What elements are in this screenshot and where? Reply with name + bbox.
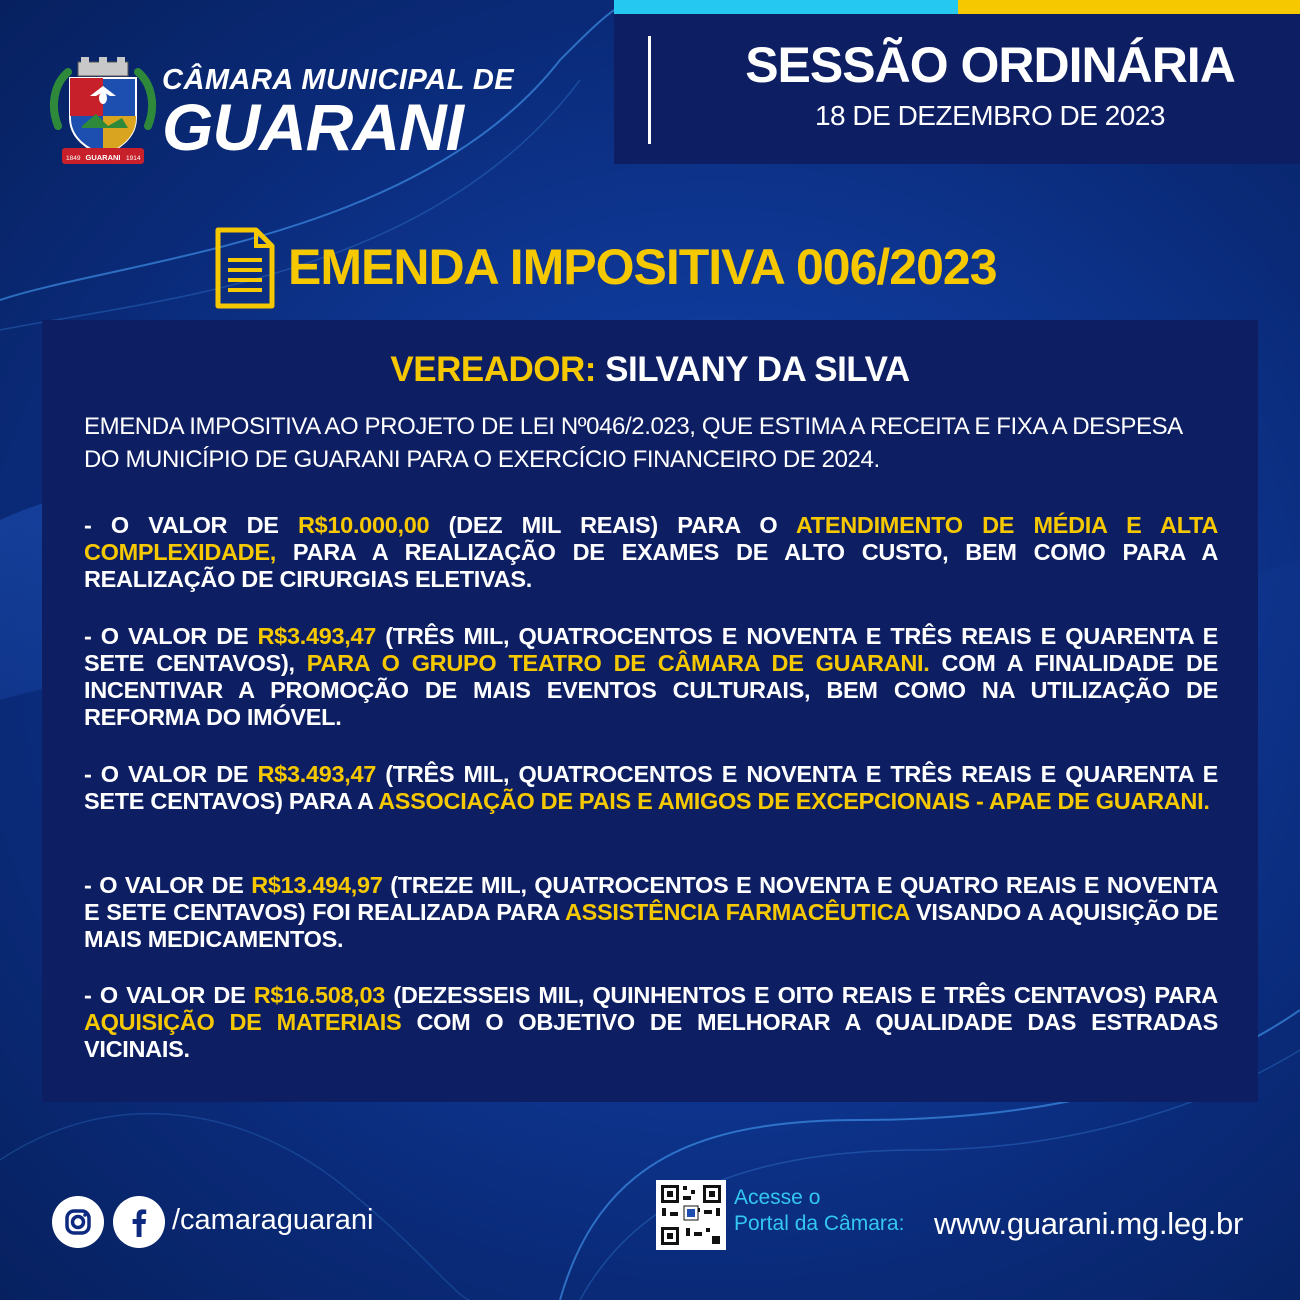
portal-label-line2: Portal da Câmara: [734,1212,905,1235]
social-handle-link[interactable]: /camaraguarani [172,1204,374,1236]
item-target: AQUISIÇÃO DE MATERIAIS [84,1009,402,1035]
amendment-item [84,761,1218,815]
document-icon [214,226,276,310]
session-date: 18 DE DEZEMBRO DE 2023 [814,100,1166,131]
item-text: PARA A REALIZAÇÃO DE EXAMES DE ALTO CUSTO, BEM COMO PARA A REALIZAÇÃO DE CIRURGIAS ELETIVAS. [84,539,1218,592]
amendment-item [84,512,1218,593]
qr-code[interactable] [656,1180,726,1250]
item-text: (TRÊS MIL, QUATROCENTOS E NOVENTA E TRÊS REAIS E QUARENTA E SETE CENTAVOS), [84,623,1218,676]
intro-paragraph: EMENDA IMPOSITIVA AO PROJETO DE LEI Nº046/2.023, QUE ESTIMA A RECEITA E FIXA A DESPESA DO MUNICÍPIO DE GUARANI PARA O EXERCÍCIO FINANCEIRO DE 2024. [84,413,1182,473]
brand-line1: CÂMARA MUNICIPAL DE [162,64,515,96]
municipal-seal-logo [48,56,158,168]
amendment-item [84,872,1218,953]
vereador-line [42,350,1258,390]
item-amount: R$3.493,47 [257,623,377,649]
item-amount: R$3.493,47 [257,761,377,787]
item-text: - O VALOR DE [84,872,252,898]
seal-city-text: GUARANI [85,153,121,162]
brand-title [162,64,515,164]
facebook-icon[interactable] [113,1196,165,1248]
instagram-glyph [52,1196,104,1248]
item-text: (TRÊS MIL, QUATROCENTOS E NOVENTA E TRÊS REAIS E QUARENTA E SETE CENTAVOS) PARA A [84,761,1218,814]
session-title: SESSÃO ORDINÁRIA [745,37,1235,93]
item-amount: R$13.494,97 [251,872,383,898]
item-text: (TREZE MIL, QUATROCENTOS E NOVENTA E QUATRO REAIS E NOVENTA E SETE CENTAVOS) FOI REALIZADA PARA [84,872,1218,925]
item-text: VISANDO A AQUISIÇÃO DE MAIS MEDICAMENTOS. [84,899,1218,952]
facebook-glyph [113,1196,165,1248]
portal-label-line1: Acesse o [734,1186,821,1209]
session-divider [648,36,651,144]
item-target: ATENDIMENTO DE MÉDIA E ALTA COMPLEXIDADE, [84,512,1218,565]
item-text: (DEZ MIL REAIS) PARA O [429,512,796,538]
amendment-item [84,623,1218,731]
vereador-label: VEREADOR: [390,350,596,389]
headline-title: EMENDA IMPOSITIVA 006/2023 [288,239,997,295]
item-amount: R$10.000,00 [297,512,430,538]
top-stripe-yellow [958,0,1300,14]
amendment-item [84,982,1218,1063]
item-text: - O VALOR DE [84,512,298,538]
item-target: ASSISTÊNCIA FARMACÊUTICA [565,899,910,925]
seal-year-left: 1849 [66,155,81,162]
item-target: ASSOCIAÇÃO DE PAIS E AMIGOS DE EXCEPCIONAIS - APAE DE GUARANI. [378,788,1210,814]
portal-url-link[interactable]: www.guarani.mg.leg.br [934,1206,1244,1241]
item-text: - O VALOR DE [84,623,258,649]
item-amount: R$16.508,03 [253,982,386,1008]
seal-year-right: 1914 [126,155,141,162]
vereador-name: SILVANY DA SILVA [605,350,910,389]
item-text: COM A FINALIDADE DE INCENTIVAR A PROMOÇÃO DE MAIS EVENTOS CULTURAIS, BEM COMO NA UTILIZAÇÃO DE REFORMA DO IMÓVEL. [84,650,1218,730]
item-text: - O VALOR DE [84,761,258,787]
brand-line2: GUARANI [162,90,463,164]
item-target: PARA O GRUPO TEATRO DE CÂMARA DE GUARANI. [306,650,930,676]
item-text: COM O OBJETIVO DE MELHORAR A QUALIDADE DAS ESTRADAS VICINAIS. [84,1009,1218,1062]
item-text: - O VALOR DE [84,982,254,1008]
item-text: (DEZESSEIS MIL, QUINHENTOS E OITO REAIS E TRÊS CENTAVOS) PARA [385,982,1218,1008]
top-stripe-cyan [614,0,958,14]
instagram-icon[interactable] [52,1196,104,1248]
